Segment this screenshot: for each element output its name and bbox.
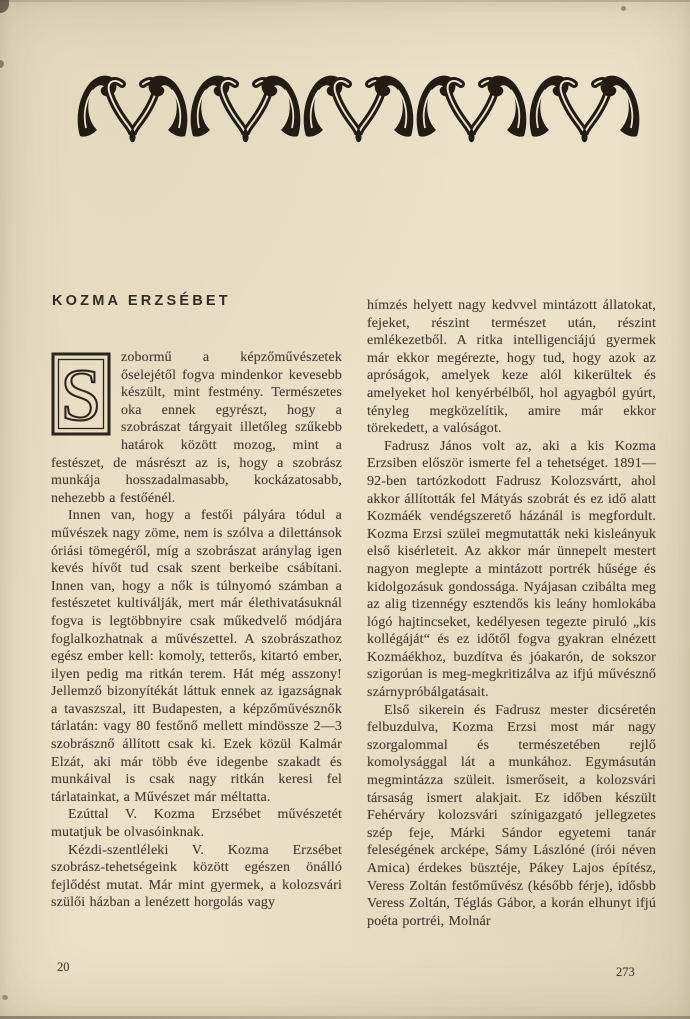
drop-cap-frame bbox=[51, 352, 111, 436]
paragraph: Ezúttal V. Kozma Erzsébet művészetét mutatjuk be olvasóinknak. bbox=[51, 807, 342, 841]
paragraph: Első sikerein és Fadrusz mester dicséretén felbuzdulva, Kozma Erzsi most már nagy szorgalommal és természetében rejlő komolysággal lát a munkához. Egymásután megmintázza szüleit. ismerőseit, a kolozsvári társaság ismert alakjait. Ez időben készült Fehérváry kolozsvári színigazgató jellegzetes szép feje, Márki Sándor egyetemi tanár feleségének arcképe, Sámy Lászlóné (írói néven Amica) érdekes büsztéje, Pákey Lajos építész, Veress Zoltán festőművész (később férje), idősbb Veress Zoltán, Téglás Gábor, a korán elhunyt ifjú poéta portréi, Molnár bbox=[367, 702, 656, 929]
right-column bbox=[367, 297, 656, 930]
scan-speck bbox=[621, 6, 626, 11]
paragraph-text: zobormű a képzőművészetek őselejétől fogva mindenkor kevesebb készült, mint festmény. Természetes oka ennek egyrészt, hogy a szobrászat tárgyait illetőleg szűkebb határok között mozog, mint a festészet, de másrészt az is, hogy a szobrász munkája hosszadalmasabb, kockázatosabb, nehezebb a festőénél. bbox=[51, 350, 342, 506]
paragraph: Kézdi-szentléleki V. Kozma Erzsébet szobrász-tehetségeink között egészen önálló fejlődést mutat. Már mint gyermek, a kolozsvári szülői házban a lenézett horgolás vagy bbox=[51, 842, 342, 911]
scan-speck bbox=[0, 60, 4, 68]
article-title: KOZMA ERZSÉBET bbox=[52, 293, 231, 309]
page-number-right: 273 bbox=[616, 965, 635, 979]
paragraph: Fadrusz János volt az, aki a kis Kozma Erzsiben először ismerte fel a tehetséget. 1891—92-ben tartózkodott Fadrusz Kolozsvártt, ahol akkor állították fel Mátyás szobrát és ez idő alatt Kozmáék vendégszerető házánál is megfordult. Kozma Erzsi szülei megmutatták neki kisleányuk első kisérleteit. Az akkor már ünnepelt mestert nagyon meglepte a mintázott portrék hűsége és kidolgozásuk gondossága. Nyájasan czibálta meg az alig tizennégy esztendős kis leány homlokába lógó hajtincseket, kedélyesen tegezte piruló „kis kollégáját“ és ez időtől fogva gyakran elnézett Kozmáékhoz, buzdítva és jóakarón, de sokszor szigorúan is meg-megkritizálva az ifjú művésznő szárnypróbálgatásait. bbox=[367, 438, 656, 701]
scan-corner-mark bbox=[0, 0, 9, 13]
opening-paragraph bbox=[51, 349, 342, 507]
drop-cap bbox=[51, 352, 111, 436]
left-column bbox=[51, 349, 342, 912]
paragraph: Innen van, hogy a festői pályára tódul a művészek nagy zöme, nem is szólva a dilettánsok óriási tömegéről, míg a szobrászat aránylag igen kevés hívőt tud csak szent berkeibe csábítani. Innen van, hogy a nők is túlnyomó számban a festészetet kultiválják, mert már élethivatásuknál fogva is legtöbbnyire csak műkedvelő módjára foglalkozhatnak a művészettel. A szobrászathoz egész ember kell: komoly, tetterős, kitartó ember, ilyen pedig ma ritkán terem. Hát még asszony! Jellemző bizonyítékát láttuk ennek az igazságnak a tavaszszal, itt Budapesten, a képzőművésznők tárlatán: vagy 80 festőnő mellett mindössze 2—3 szobrásznő állított csak ki. Ezek közül Kalmár Elzát, aki már több éve idegenbe szakadt és munkáival is csak nagy ritkán keresi fel tárlatainkat, a Művészet már méltatta. bbox=[51, 508, 342, 805]
scan-speck bbox=[2, 995, 8, 1000]
scan-edge-top bbox=[0, 0, 690, 2]
drop-cap-letter: S bbox=[60, 355, 102, 436]
page-number-left: 20 bbox=[57, 960, 70, 974]
art-nouveau-ornament bbox=[76, 70, 641, 148]
paragraph: hímzés helyett nagy kedvvel mintázott állatokat, fejeket, részint természet után, részint emlékezetből. A ritka intelligenciájú gyermek már ekkor megérezte, hogy tud, hogy azok az apróságok, amelyek keze alól kikerültek és amelyeket hol kenyérbélből, hol agyagból gyúrt, tényleg megközelítik, amire már ekkor törekedett, a valóságot. bbox=[367, 298, 656, 437]
